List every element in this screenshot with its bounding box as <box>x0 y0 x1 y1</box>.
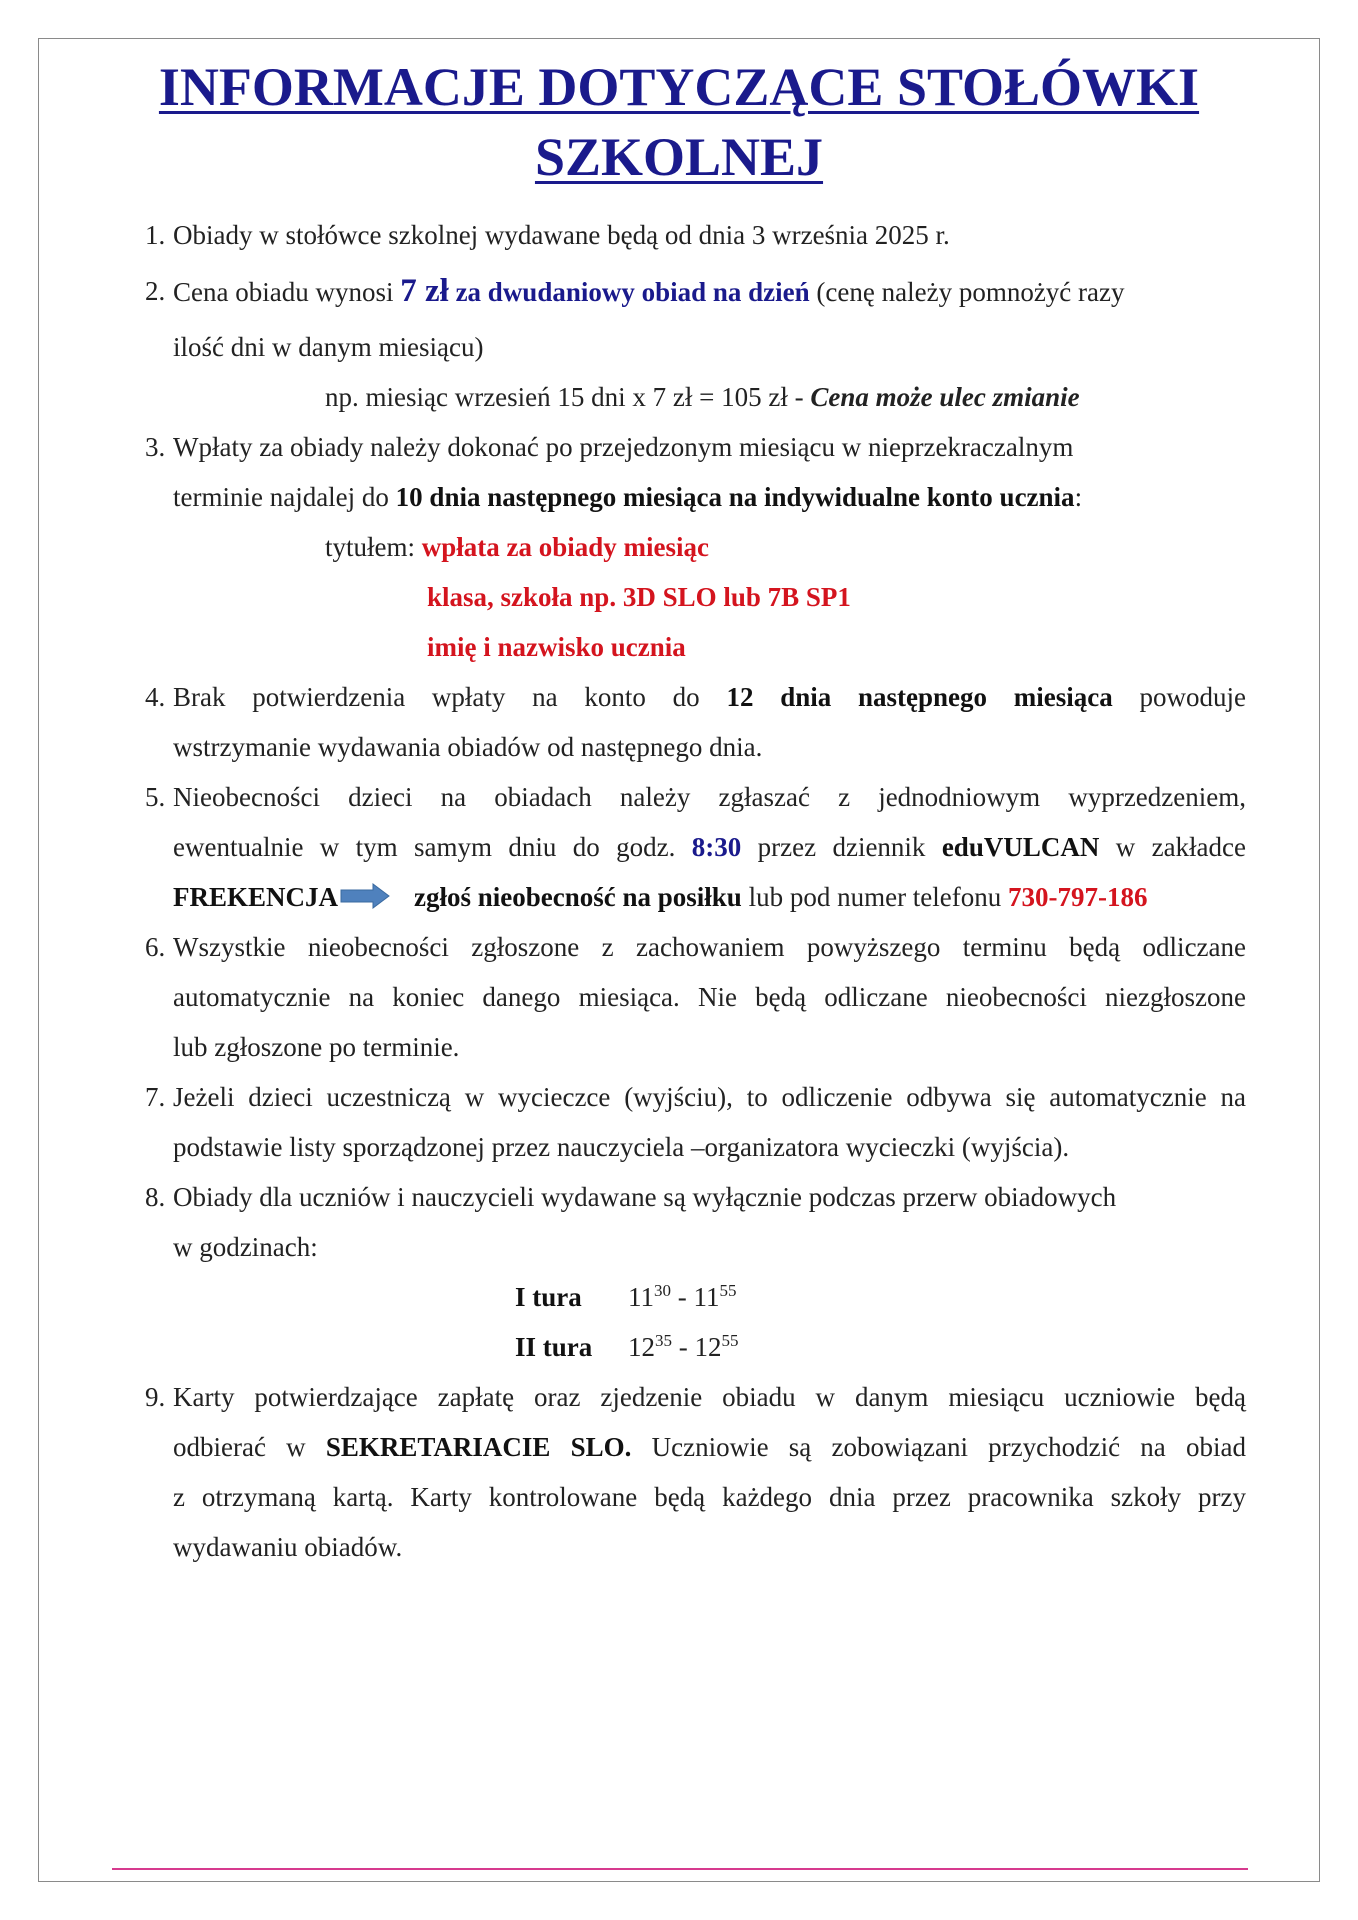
time-hour: 12 <box>628 1332 655 1362</box>
item-number: 2. <box>145 276 166 306</box>
item-text-line: automatycznie na koniec danego miesiąca. Nie będą odliczane nieobecności niezgłoszone <box>173 982 1246 1012</box>
meal-highlight: za dwudaniowy obiad na dzień <box>448 277 810 307</box>
item-text-line: Wszystkie nieobecności zgłoszone z zachowaniem powyższego terminu będą odliczane <box>173 932 1246 962</box>
item-text-line <box>173 830 1246 864</box>
right-arrow-icon <box>340 883 390 917</box>
item-number: 4. <box>145 682 166 712</box>
item-number: 7. <box>145 1082 166 1112</box>
text-segment: ewentualnie w tym samym dniu do godz. <box>173 832 692 862</box>
item-text-line: z otrzymaną kartą. Karty kontrolowane będą każdego dnia przez pracownika szkoły przy <box>173 1482 1246 1512</box>
lunch-break-1 <box>515 1280 737 1314</box>
item-number: 5. <box>145 782 166 812</box>
time-hour: 12 <box>694 1332 722 1362</box>
page-title-line1: INFORMACJE DOTYCZĄCE STOŁÓWKI <box>158 57 1200 117</box>
time-minute: 35 <box>655 1331 672 1350</box>
item-text-line: Obiady dla uczniów i nauczycieli wydawane są wyłącznie podczas przerw obiadowych <box>173 1182 1117 1212</box>
footer-divider <box>112 1868 1248 1870</box>
item-text-line: podstawie listy sporządzonej przez nauczyciela –organizatora wycieczki (wyjścia). <box>173 1132 1070 1162</box>
payment-title-label: tytułem: <box>325 532 422 562</box>
item-text-line: wydawaniu obiadów. <box>173 1532 403 1562</box>
deadline-highlight: 10 dnia następnego miesiąca na indywidualne konto ucznia <box>395 482 1075 512</box>
item-number: 3. <box>145 432 166 462</box>
tura-time <box>628 1332 739 1362</box>
time-minute: 55 <box>721 1331 739 1350</box>
time-minute: 30 <box>654 1281 671 1300</box>
payment-title-value: imię i nazwisko ucznia <box>427 632 686 662</box>
time-separator: - <box>672 1332 695 1362</box>
lunch-break-2 <box>515 1330 739 1364</box>
item-text-line <box>173 274 1125 309</box>
price-note: Cena może ulec zmianie <box>810 382 1080 412</box>
payment-title-value: klasa, szkoła np. 3D SLO lub 7B SP1 <box>427 582 851 612</box>
payment-title-value: wpłata za obiady miesiąc <box>421 532 709 562</box>
deadline-highlight: 12 dnia następnego miesiąca <box>726 682 1113 712</box>
text-segment: (cenę należy pomnożyć razy <box>809 277 1125 307</box>
tab-name: FREKENCJA <box>173 882 339 912</box>
item-number: 1. <box>145 220 166 250</box>
item-text-line: ilość dni w danym miesiącu) <box>173 332 484 362</box>
text-segment: np. miesiąc wrzesień 15 dni x 7 zł = 105 zł - <box>325 382 811 412</box>
tura-time <box>628 1282 737 1312</box>
payment-title-line <box>325 530 709 564</box>
office-name: SEKRETARIACIE SLO. <box>325 1432 632 1462</box>
time-highlight: 8:30 <box>691 832 742 862</box>
time-minute: 55 <box>719 1281 737 1300</box>
text-segment: lub pod numer telefonu <box>741 882 1009 912</box>
item-number: 6. <box>145 932 166 962</box>
text-segment: : <box>1074 482 1083 512</box>
page-title-line2: SZKOLNEJ <box>534 127 824 187</box>
item-text-line: lub zgłoszone po terminie. <box>173 1032 460 1062</box>
item-text-line: Jeżeli dzieci uczestniczą w wycieczce (wyjściu), to odliczenie odbywa się automatycznie na <box>173 1082 1246 1112</box>
text-segment: Brak potwierdzenia wpłaty na konto do <box>173 682 727 712</box>
time-hour: 11 <box>628 1282 654 1312</box>
tura-label: I tura <box>515 1282 582 1312</box>
item-text-line: wstrzymanie wydawania obiadów od następnego dnia. <box>173 732 763 762</box>
text-segment: w zakładce <box>1099 832 1247 862</box>
price-example <box>325 380 1080 414</box>
item-number: 8. <box>145 1182 166 1212</box>
item-text-line <box>173 480 1082 514</box>
text-segment: Cena obiadu wynosi <box>173 277 401 307</box>
time-separator: - <box>671 1282 694 1312</box>
item-text: Obiady w stołówce szkolnej wydawane będą od dnia 3 września 2025 r. <box>173 220 950 250</box>
text-segment: przez dziennik <box>741 832 942 862</box>
action-name: zgłoś nieobecność na posiłku <box>414 882 742 912</box>
tura-label: II tura <box>515 1332 593 1362</box>
item-text-line <box>173 880 1148 917</box>
text-segment: terminie najdalej do <box>173 482 396 512</box>
item-text-line: Nieobecności dzieci na obiadach należy zgłaszać z jednodniowym wyprzedzeniem, <box>173 782 1246 812</box>
item-text-line: Karty potwierdzające zapłatę oraz zjedzenie obiadu w danym miesiącu uczniowie będą <box>173 1382 1246 1412</box>
app-name: eduVULCAN <box>941 832 1100 862</box>
phone-number: 730-797-186 <box>1008 882 1148 912</box>
price-highlight: 7 zł <box>400 273 449 309</box>
item-text-line: Wpłaty za obiady należy dokonać po przejedzonym miesiącu w nieprzekraczalnym <box>173 432 1074 462</box>
text-segment: Uczniowie są zobowiązani przychodzić na obiad <box>631 1432 1246 1462</box>
item-text-line <box>173 1430 1246 1464</box>
time-hour: 11 <box>693 1282 720 1312</box>
text-segment: odbierać w <box>173 1432 326 1462</box>
item-number: 9. <box>145 1382 166 1412</box>
item-text-line: w godzinach: <box>173 1232 318 1262</box>
item-text-line <box>173 680 1246 714</box>
text-segment: powoduje <box>1112 682 1246 712</box>
